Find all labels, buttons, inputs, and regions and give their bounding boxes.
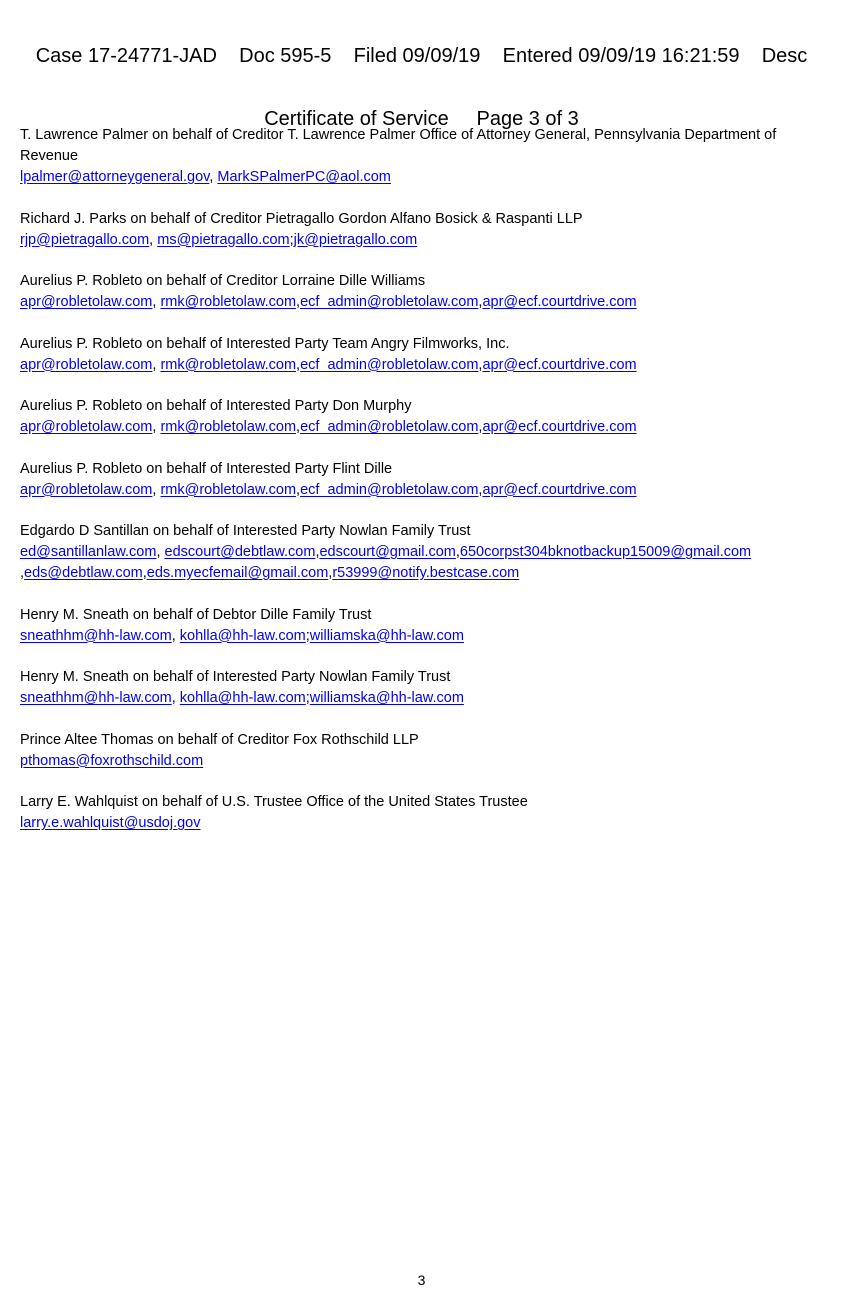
email-link[interactable]: MarkSPalmerPC@aol.com xyxy=(217,169,391,185)
email-separator: , xyxy=(455,544,460,560)
entry-email-line xyxy=(20,355,830,376)
email-link[interactable]: kohlla@hh-law.com xyxy=(179,627,306,644)
service-entry xyxy=(20,459,830,501)
email-separator: ; xyxy=(289,231,294,248)
email-separator: , xyxy=(149,231,158,248)
email-separator: , xyxy=(315,544,320,560)
entry-email-line xyxy=(20,167,830,188)
email-link[interactable]: ecf_admin@robletolaw.com xyxy=(300,356,479,373)
email-link[interactable]: apr@ecf.courtdrive.com xyxy=(482,294,637,310)
email-link[interactable]: apr@robletolaw.com xyxy=(20,294,153,310)
case-info-line: Case 17-24771-JAD Doc 595-5 Filed 09/09/19 Entered 09/09/19 16:21:59 Desc xyxy=(35,45,808,67)
email-separator: , xyxy=(152,356,161,373)
entry-email-line xyxy=(20,813,830,834)
email-separator: ; xyxy=(305,627,310,644)
email-link[interactable]: 650corpst304bknotbackup15009@gmail.com xyxy=(459,544,752,560)
email-link[interactable]: apr@ecf.courtdrive.com xyxy=(482,356,637,373)
email-link[interactable]: rmk@robletolaw.com xyxy=(160,419,297,435)
service-entry xyxy=(20,730,830,772)
email-link[interactable]: ecf_admin@robletolaw.com xyxy=(300,419,479,435)
email-separator: , xyxy=(478,356,483,373)
email-link[interactable]: rmk@robletolaw.com xyxy=(160,294,297,310)
email-link[interactable]: eds.myecfemail@gmail.com xyxy=(146,565,329,581)
email-link[interactable]: kohlla@hh-law.com xyxy=(179,690,306,706)
email-separator: , xyxy=(152,294,161,310)
email-separator: , xyxy=(478,419,483,435)
entry-party-description: Aurelius P. Robleto on behalf of Interested Party Team Angry Filmworks, Inc. xyxy=(20,335,510,352)
email-separator: , xyxy=(328,565,333,581)
email-link[interactable]: sneathhm@hh-law.com xyxy=(20,627,172,644)
entry-party-description: T. Lawrence Palmer on behalf of Creditor T. Lawrence Palmer Office of Attorney General, Pennsylvania Department of Revenue xyxy=(20,127,777,164)
service-entry xyxy=(20,125,830,188)
email-separator: , xyxy=(156,544,165,560)
entry-email-line xyxy=(20,292,830,313)
entry-party-description: Prince Altee Thomas on behalf of Creditor Fox Rothschild LLP xyxy=(20,731,419,748)
service-entry xyxy=(20,667,830,709)
email-link[interactable]: ms@pietragallo.com xyxy=(157,231,290,248)
email-link[interactable]: apr@ecf.courtdrive.com xyxy=(482,481,637,498)
service-entry xyxy=(20,792,830,834)
email-link[interactable]: ecf_admin@robletolaw.com xyxy=(300,481,479,498)
entry-party-description: Edgardo D Santillan on behalf of Interested Party Nowlan Family Trust xyxy=(20,523,471,539)
service-entry xyxy=(20,271,830,313)
email-link[interactable]: edscourt@gmail.com xyxy=(319,544,456,560)
service-list xyxy=(20,125,830,855)
entry-party-description: Aurelius P. Robleto on behalf of Interested Party Don Murphy xyxy=(20,398,412,414)
email-separator: , xyxy=(142,565,147,581)
entry-party-description: Aurelius P. Robleto on behalf of Interested Party Flint Dille xyxy=(20,460,393,477)
service-entry xyxy=(20,209,830,251)
entry-email-line xyxy=(20,626,830,647)
email-link[interactable]: larry.e.wahlquist@usdoj.gov xyxy=(20,815,201,831)
entry-email-line xyxy=(20,563,830,584)
certificate-title-line: Certificate of Service Page 3 of 3 xyxy=(264,108,579,130)
entry-party-description: Richard J. Parks on behalf of Creditor Pietragallo Gordon Alfano Bosick & Raspanti LLP xyxy=(20,210,583,227)
email-separator: , xyxy=(152,419,161,435)
email-link[interactable]: apr@ecf.courtdrive.com xyxy=(482,419,637,435)
entry-party-description: Henry M. Sneath on behalf of Debtor Dille Family Trust xyxy=(20,606,372,623)
email-link[interactable]: williamska@hh-law.com xyxy=(309,627,464,644)
service-entry xyxy=(20,334,830,376)
email-link[interactable]: rmk@robletolaw.com xyxy=(160,481,297,498)
entry-party-description: Aurelius P. Robleto on behalf of Creditor Lorraine Dille Williams xyxy=(20,273,426,289)
email-separator: , xyxy=(171,690,180,706)
service-entry xyxy=(20,521,830,584)
entry-party-description: Henry M. Sneath on behalf of Interested Party Nowlan Family Trust xyxy=(20,669,451,685)
email-link[interactable]: ecf_admin@robletolaw.com xyxy=(300,294,479,310)
email-link[interactable]: ed@santillanlaw.com xyxy=(20,544,157,560)
entry-email-line xyxy=(20,417,830,438)
email-separator: , xyxy=(296,356,301,373)
email-separator: , xyxy=(209,169,218,185)
email-link[interactable]: williamska@hh-law.com xyxy=(309,690,464,706)
email-link[interactable]: edscourt@debtlaw.com xyxy=(164,544,316,560)
entry-email-line xyxy=(20,751,830,772)
email-separator: , xyxy=(296,419,301,435)
email-separator: , xyxy=(152,481,161,498)
email-link[interactable]: r53999@notify.bestcase.com xyxy=(332,565,520,581)
entry-email-line xyxy=(20,542,830,563)
email-separator: , xyxy=(171,627,180,644)
email-link[interactable]: apr@robletolaw.com xyxy=(20,356,153,373)
email-separator: ; xyxy=(305,690,310,706)
entry-email-line xyxy=(20,230,830,251)
service-entry xyxy=(20,396,830,438)
entry-email-line xyxy=(20,688,830,709)
email-separator: , xyxy=(478,294,483,310)
email-link[interactable]: sneathhm@hh-law.com xyxy=(20,690,172,706)
email-separator: , xyxy=(20,565,25,581)
email-link[interactable]: apr@robletolaw.com xyxy=(20,419,153,435)
email-link[interactable]: eds@debtlaw.com xyxy=(24,565,143,581)
email-link[interactable]: rjp@pietragallo.com xyxy=(20,231,150,248)
email-link[interactable]: lpalmer@attorneygeneral.gov xyxy=(20,169,210,185)
page-number: 3 xyxy=(417,1272,426,1288)
email-link[interactable]: pthomas@foxrothschild.com xyxy=(20,752,204,769)
entry-email-line xyxy=(20,480,830,501)
service-entry xyxy=(20,605,830,647)
email-separator: , xyxy=(478,481,483,498)
email-link[interactable]: jk@pietragallo.com xyxy=(293,231,418,248)
email-separator: , xyxy=(296,294,301,310)
email-separator: , xyxy=(296,481,301,498)
email-link[interactable]: rmk@robletolaw.com xyxy=(160,356,297,373)
email-link[interactable]: apr@robletolaw.com xyxy=(20,481,153,498)
entry-party-description: Larry E. Wahlquist on behalf of U.S. Trustee Office of the United States Trustee xyxy=(20,794,528,810)
